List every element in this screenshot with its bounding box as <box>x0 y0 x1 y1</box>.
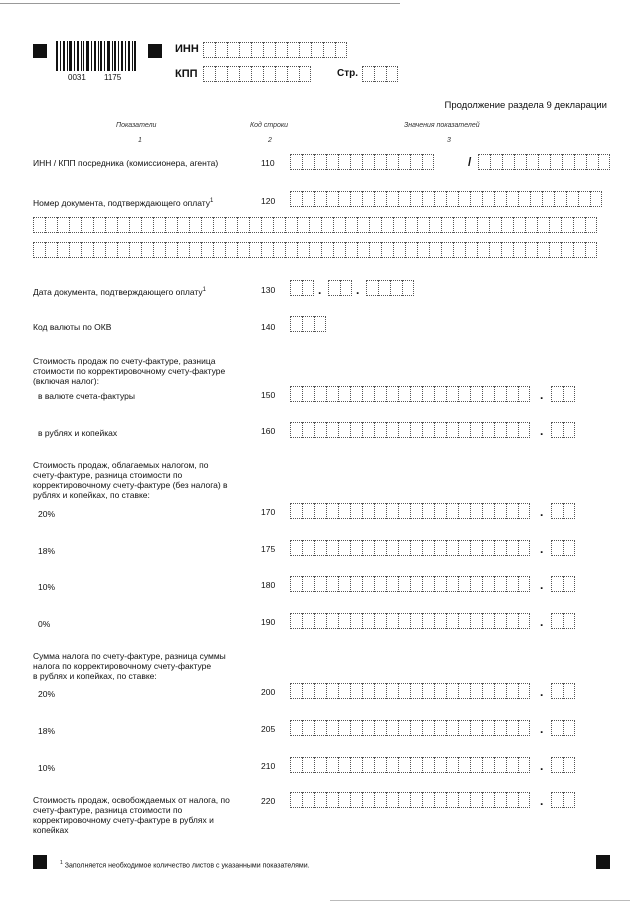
row-120-label: Номер документа, подтверждающего оплату$^1$ <box>33 197 214 208</box>
row-205-dot: . <box>540 722 544 736</box>
row-120-input-line3[interactable] <box>33 242 597 258</box>
footnote <box>60 860 310 869</box>
row-180-fraction-input[interactable] <box>551 576 575 592</box>
row-200-integer-input[interactable] <box>290 683 530 699</box>
footnote-ref: 1 <box>202 287 207 293</box>
row-175-dot: . <box>540 542 544 556</box>
kpp-label: КПП <box>175 68 198 80</box>
barcode-number-right: 1175 <box>104 73 122 82</box>
row-150-label: в валюте счета-фактуры <box>38 391 135 401</box>
row-220-dot: . <box>540 794 544 808</box>
corner-marker-top-left <box>33 44 47 58</box>
col1-title: Показатели <box>116 122 157 129</box>
row-130-code: 130 <box>261 285 276 295</box>
row-200-label: 20% <box>38 689 56 699</box>
row-170-code: 170 <box>261 507 276 517</box>
row-175-label: 18% <box>38 546 56 556</box>
row-160-label: в рублях и копейках <box>38 428 118 438</box>
row-200-dot: . <box>540 685 544 699</box>
row-150-code: 150 <box>261 390 276 400</box>
footnote-text: Заполняется необходимое количество листов с указанными показателями. <box>64 862 310 870</box>
col1-number: 1 <box>138 137 142 144</box>
footnote-ref: 1 <box>210 198 214 204</box>
row-180-dot: . <box>540 578 544 592</box>
row-190-label: 0% <box>38 619 51 629</box>
row-160-integer-input[interactable] <box>290 422 530 438</box>
inn-input[interactable] <box>203 42 347 58</box>
row-190-integer-input[interactable] <box>290 613 530 629</box>
row-190-dot: . <box>540 615 544 629</box>
row-110-kpp-input[interactable] <box>478 154 610 170</box>
row-130-label: Дата документа, подтверждающего оплату$^1$ <box>33 286 207 297</box>
row-200-fraction-input[interactable] <box>551 683 575 699</box>
group-tax-amount-label: Сумма налога по счету-фактуре, разница суммы налога по корректировочному счету-фактуре в рублях и копейках, по ставке: <box>33 651 226 681</box>
row-220-fraction-input[interactable] <box>551 792 575 808</box>
row-140-input[interactable] <box>290 316 326 332</box>
row-220-code: 220 <box>261 796 276 806</box>
row-170-label: 20% <box>38 509 56 519</box>
section-title: Продолжение раздела 9 декларации <box>444 100 607 111</box>
col2-title: Код строки <box>250 122 289 129</box>
row-205-label: 18% <box>38 726 56 736</box>
row-180-code: 180 <box>261 580 276 590</box>
row-205-integer-input[interactable] <box>290 720 530 736</box>
footnote-mark: 1 <box>60 860 63 866</box>
row-150-dot: . <box>540 388 544 402</box>
row-210-code: 210 <box>261 761 276 771</box>
row-110-separator: / <box>468 155 472 169</box>
kpp-input[interactable] <box>203 66 311 82</box>
col3-title: Значения показателей <box>404 122 480 129</box>
row-170-dot: . <box>540 505 544 519</box>
row-140-code: 140 <box>261 322 276 332</box>
inn-label: ИНН <box>175 43 199 55</box>
row-205-code: 205 <box>261 724 276 734</box>
col3-number: 3 <box>447 137 451 144</box>
row-110-code: 110 <box>261 158 275 168</box>
row-210-label: 10% <box>38 763 56 773</box>
group-sales-incl-tax-label: Стоимость продаж по счету-фактуре, разница стоимости по корректировочному счету-фактуре (включая налог): <box>33 356 226 386</box>
row-180-integer-input[interactable] <box>290 576 530 592</box>
row-150-fraction-input[interactable] <box>551 386 575 402</box>
row-220-integer-input[interactable] <box>290 792 530 808</box>
row-110-inn-input[interactable] <box>290 154 434 170</box>
row-200-code: 200 <box>261 687 276 697</box>
row-190-fraction-input[interactable] <box>551 613 575 629</box>
row-130-month-input[interactable] <box>328 280 352 296</box>
top-rule <box>0 3 400 4</box>
row-130-day-input[interactable] <box>290 280 314 296</box>
row-170-fraction-input[interactable] <box>551 503 575 519</box>
corner-marker-bottom-right <box>596 855 610 869</box>
row-210-integer-input[interactable] <box>290 757 530 773</box>
barcode-number-left: 0031 <box>68 73 86 82</box>
corner-marker-bottom-left <box>33 855 47 869</box>
barcode-graphic <box>56 41 136 71</box>
corner-marker-top-mid <box>148 44 162 58</box>
row-110-label: ИНН / КПП посредника (комиссионера, агента) <box>33 158 219 168</box>
col2-number: 2 <box>268 137 272 144</box>
row-160-fraction-input[interactable] <box>551 422 575 438</box>
page-number-input[interactable] <box>362 66 398 82</box>
row-220-label: Стоимость продаж, освобождаемых от налога, по счету-фактуре, разница стоимости по корректировочному счету-фактуре в рублях и копейках <box>33 795 230 835</box>
row-120-input-line2[interactable] <box>33 217 597 233</box>
row-160-code: 160 <box>261 426 276 436</box>
row-210-dot: . <box>540 759 544 773</box>
row-130-year-input[interactable] <box>366 280 414 296</box>
row-175-code: 175 <box>261 544 276 554</box>
row-175-integer-input[interactable] <box>290 540 530 556</box>
row-170-integer-input[interactable] <box>290 503 530 519</box>
row-175-fraction-input[interactable] <box>551 540 575 556</box>
row-160-dot: . <box>540 424 544 438</box>
page-label: Стр. <box>337 68 359 79</box>
row-180-label: 10% <box>38 582 56 592</box>
group-taxable-label: Стоимость продаж, облагаемых налогом, по счету-фактуре, разница стоимости по корректировочному счету-фактуре (без налога) в рублях и копейках, по ставке: <box>33 460 228 500</box>
row-140-label: Код валюты по ОКВ <box>33 322 112 332</box>
row-130-dot1: . <box>318 283 322 297</box>
row-210-fraction-input[interactable] <box>551 757 575 773</box>
row-130-dot2: . <box>356 283 360 297</box>
row-120-code: 120 <box>261 196 276 206</box>
row-205-fraction-input[interactable] <box>551 720 575 736</box>
bottom-rule <box>330 900 630 901</box>
row-120-input-line1[interactable] <box>290 191 602 207</box>
row-190-code: 190 <box>261 617 276 627</box>
row-150-integer-input[interactable] <box>290 386 530 402</box>
